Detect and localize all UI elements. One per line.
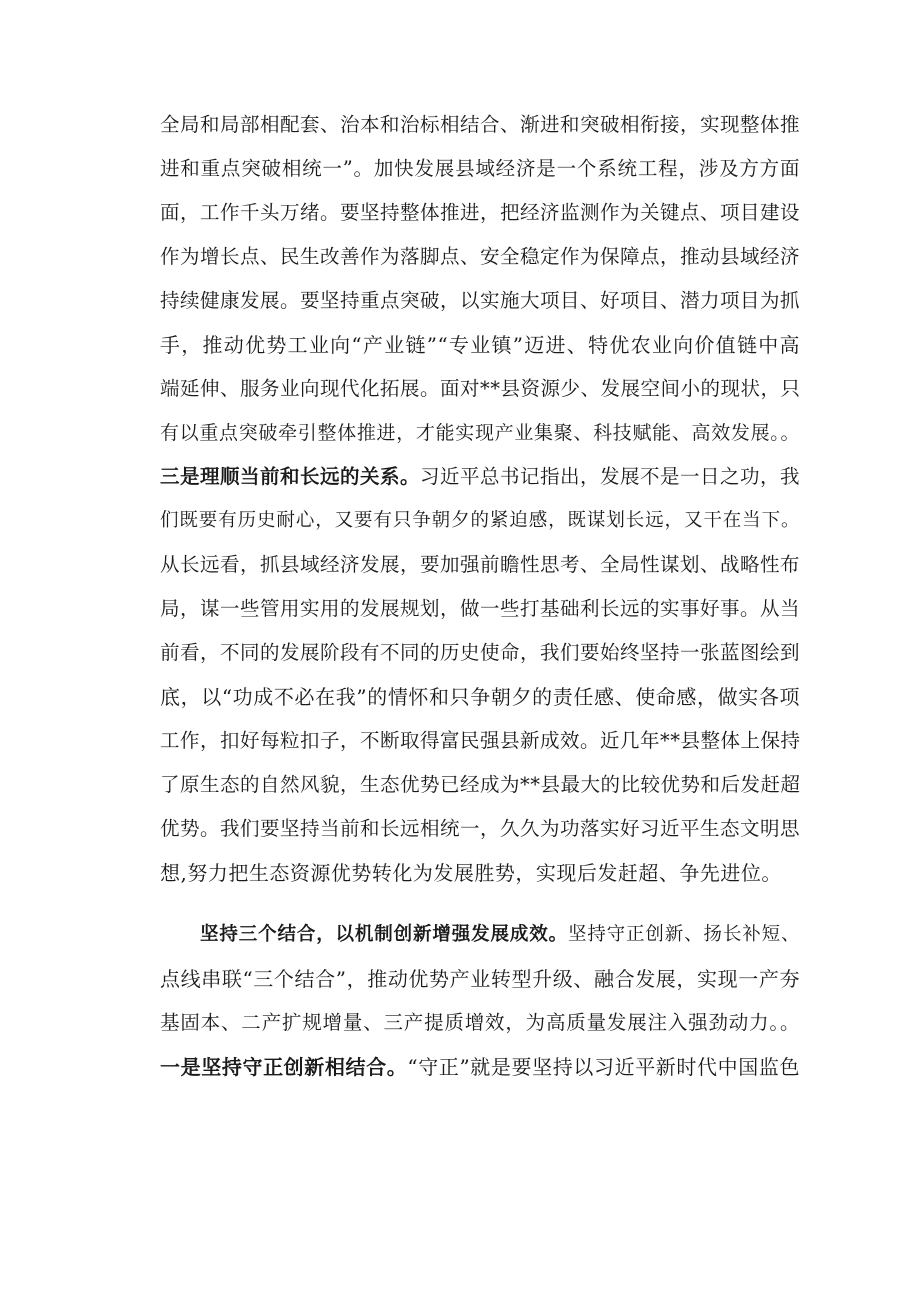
text-run: 从长远看，抓县域经济发展，要加强前瞻性思考、全局性谋划、战略性布 [160, 553, 801, 576]
text-line [160, 638, 800, 668]
text-line [160, 462, 800, 492]
text-run: 点线串联“三个结合”，推动优势产业转型升级、融合发展，实现一产夯 [160, 967, 800, 991]
text-line [160, 374, 800, 404]
text-line [160, 1008, 800, 1038]
text-run: 作为增长点、民生改善作为落脚点、安全稳定作为保障点，推动县域经济 [160, 245, 801, 268]
text-line [160, 682, 800, 712]
text-run: “守正”就是要坚持以习近平新时代中国监色 [407, 1055, 800, 1079]
text-line [160, 964, 800, 994]
text-run: 优势。我们要坚持当前和长远相统一，久久为功落实好习近平生态文明思 [160, 817, 801, 840]
text-run: 持续健康发展。要坚持重点突破，以实施大项目、好项目、潜力项目为抓 [160, 289, 801, 312]
text-run: 端延伸、服务业向现代化拓展。面对**县资源少、发展空间小的现状，只 [160, 377, 801, 400]
text-line [160, 920, 800, 950]
text-line [160, 418, 800, 448]
section-heading: 一是坚持守正创新相结合。 [160, 1055, 408, 1079]
text-line [160, 858, 800, 888]
text-line [160, 506, 800, 536]
text-run: 局，谋一些管用实用的发展规划，做一些打基础利长远的实事好事。从当 [160, 597, 801, 620]
text-run: 有以重点突破牵引整体推进，才能实现产业集聚、科技赋能、高效发展。。 [160, 422, 800, 444]
text-run: 手，推动优势工业向“产业链”“专业镇”迈进、特优农业向价值链中高 [160, 333, 800, 357]
text-line [160, 550, 800, 580]
text-run: 想,努力把生态资源优势转化为发展胜势，实现后发赶超、争先进位。 [160, 861, 782, 885]
text-run: 面，工作千头万绪。要坚持整体推进，把经济监测作为关键点、项目建设 [160, 201, 801, 224]
text-run: 们既要有历史耐心，又要有只争朝夕的紧迫感，既谋划长远，又干在当下。 [160, 510, 800, 531]
text-run: 工作，扣好每粒扣子，不断取得富民强县新成效。近几年**县整体上保持 [160, 729, 801, 752]
text-line [160, 198, 800, 228]
text-line [160, 726, 800, 756]
section-heading: 坚持三个结合，以机制创新增强发展成效。 [200, 924, 568, 945]
text-line [160, 286, 800, 316]
text-line [160, 814, 800, 844]
text-run: 了原生态的自然风貌，生态优势已经成为**县最大的比较优势和后发赶超 [160, 773, 801, 796]
text-run: 前看，不同的发展阶段有不同的历史使命，我们要始终坚持一张蓝图绘到 [160, 641, 801, 664]
text-line [160, 242, 800, 272]
text-line [160, 330, 800, 360]
text-run: 进和重点突破相统一”。加快发展县域经济是一个系统工程，涉及方方面 [160, 157, 800, 180]
text-line [160, 594, 800, 624]
text-line [160, 110, 800, 140]
section-heading: 三是理顺当前和长远的关系。 [160, 465, 421, 488]
text-line [160, 770, 800, 800]
text-run: 全局和局部相配套、治本和治标相结合、渐进和突破相衔接，实现整体推 [160, 113, 801, 136]
text-run: 底，以“功成不必在我”的情怀和只争朝夕的责任感、使命感，做实各项 [160, 685, 800, 709]
text-run: 基固本、二产扩规增量、三产提质增效，为高质量发展注入强劲动力。。 [160, 1011, 800, 1034]
text-line [160, 1052, 800, 1082]
text-run: 坚持守正创新、扬长补短、 [567, 924, 800, 945]
text-run: 习近平总书记指出，发展不是一日之功，我 [420, 465, 801, 488]
text-line [160, 154, 800, 184]
